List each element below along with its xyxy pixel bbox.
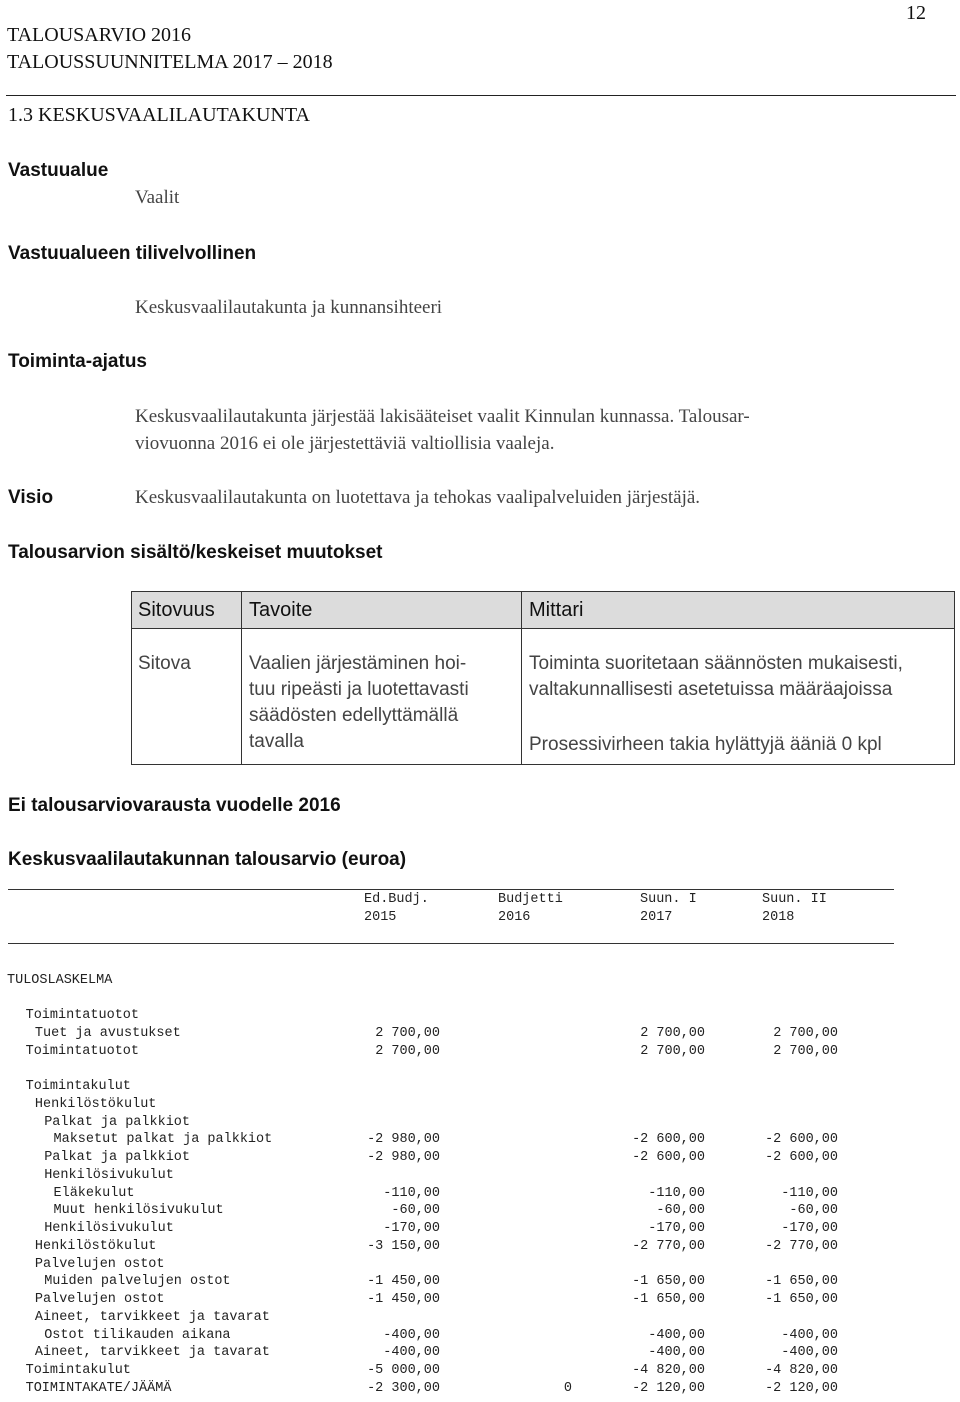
visio-label: Visio	[8, 487, 54, 508]
row-label: TOIMINTAKATE/JÄÄMÄ	[25, 1380, 172, 1396]
row-value: 2 700,00	[375, 1043, 440, 1059]
header-title: TALOUSARVIO 2016	[7, 24, 192, 46]
row-label: Palkat ja palkkiot	[44, 1150, 191, 1165]
table-row	[0, 1168, 960, 1186]
toiminta-ajatus-line-1: Keskusvaalilautakunta järjestää lakisääteiset vaalit Kinnulan kunnassa. Talousar-	[135, 406, 750, 427]
goals-tavoite-line-4: tavalla	[249, 731, 304, 752]
row-value: 0	[563, 1380, 572, 1396]
goals-header-tavoite: Tavoite	[249, 599, 313, 621]
row-value: -60,00	[656, 1203, 705, 1219]
row-value: -170,00	[383, 1221, 440, 1236]
row-value: -2 600,00	[765, 1150, 838, 1165]
row-label: Maksetut palkat ja palkkiot	[53, 1132, 273, 1148]
goals-sitovuus-value: Sitova	[138, 653, 191, 674]
table-row	[0, 1097, 960, 1115]
budget-rule-top	[8, 889, 894, 890]
column-header-year: 2016	[498, 910, 531, 925]
row-label: Toimintatuotot	[25, 1043, 140, 1059]
row-value: -2 600,00	[765, 1132, 838, 1148]
vastuualue-label: Vastuualue	[8, 160, 109, 181]
table-row	[0, 1115, 960, 1133]
table-row	[0, 1221, 960, 1239]
row-value: -2 120,00	[632, 1380, 705, 1396]
row-value: -60,00	[391, 1203, 440, 1219]
toiminta-ajatus-line-2: viovuonna 2016 ei ole järjestettäviä valtiollisia vaaleja.	[135, 433, 555, 454]
column-header-year: 2017	[640, 910, 673, 925]
table-row	[0, 1132, 960, 1150]
row-value: -1 450,00	[367, 1274, 440, 1290]
header-rule	[6, 95, 956, 96]
goals-mittari-extra: Prosessivirheen takia hylättyjä ääniä 0 kpl	[529, 734, 882, 755]
row-value: -400,00	[648, 1327, 705, 1343]
table-row	[0, 1292, 960, 1310]
row-value: -110,00	[781, 1185, 838, 1201]
row-value: -1 650,00	[765, 1292, 838, 1307]
row-value: -5 000,00	[367, 1363, 440, 1378]
row-value: -170,00	[648, 1221, 705, 1236]
row-value: -2 600,00	[632, 1132, 705, 1148]
no-reservation-heading: Ei talousarviovarausta vuodelle 2016	[8, 795, 341, 816]
row-label: Palvelujen ostot	[34, 1256, 165, 1272]
row-value: -3 150,00	[367, 1238, 440, 1254]
row-label: Toimintakulut	[25, 1363, 131, 1378]
header-subtitle: TALOUSSUUNNITELMA 2017 – 2018	[7, 51, 333, 73]
row-value: -2 980,00	[367, 1150, 440, 1165]
table-row	[0, 1026, 960, 1044]
table-row	[0, 1239, 960, 1257]
row-label: Henkilösivukulut	[44, 1167, 174, 1183]
goals-table	[131, 591, 955, 765]
goals-header-sitovuus: Sitovuus	[138, 599, 215, 621]
column-header-top: Budjetti	[498, 892, 563, 907]
row-label: Aineet, tarvikkeet ja tavarat	[34, 1309, 270, 1325]
row-label: Aineet, tarvikkeet ja tavarat	[34, 1345, 270, 1361]
goals-header-mittari: Mittari	[529, 599, 584, 621]
table-row	[0, 1150, 960, 1168]
budget-heading: Keskusvaalilautakunnan talousarvio (euroa)	[8, 849, 407, 870]
goals-mittari-line-2: valtakunnallisesti asetetuissa määräajoissa	[529, 679, 893, 700]
row-value: -170,00	[781, 1221, 838, 1236]
row-label: Toimintatuotot	[25, 1008, 140, 1023]
section-label: TULOSLASKELMA	[7, 973, 113, 988]
row-value: -400,00	[383, 1345, 440, 1361]
row-value: -1 650,00	[632, 1274, 705, 1290]
row-value: -2 980,00	[367, 1132, 440, 1148]
row-value: -400,00	[383, 1327, 440, 1343]
table-row	[0, 1203, 960, 1221]
row-value: -4 820,00	[632, 1363, 705, 1378]
table-row	[0, 1061, 960, 1079]
row-value: -400,00	[648, 1345, 705, 1361]
table-row	[0, 1381, 960, 1399]
section-title: 1.3 KESKUSVAALILAUTAKUNTA	[8, 104, 310, 126]
table-row	[0, 1363, 960, 1381]
row-value: -1 650,00	[632, 1292, 705, 1307]
row-value: -2 770,00	[765, 1238, 838, 1254]
row-value: -110,00	[383, 1185, 440, 1201]
row-label: Palvelujen ostot	[34, 1292, 165, 1307]
tilivelvollinen-label: Vastuualueen tilivelvollinen	[8, 243, 257, 264]
visio-value: Keskusvaalilautakunta on luotettava ja tehokas vaalipalveluiden järjestäjä.	[135, 487, 701, 508]
row-label: Ostot tilikauden aikana	[44, 1327, 231, 1343]
row-label: Tuet ja avustukset	[34, 1025, 181, 1041]
row-value: -2 770,00	[632, 1238, 705, 1254]
table-row	[0, 1079, 960, 1097]
vastuualue-value: Vaalit	[135, 187, 180, 208]
goals-tavoite-line-1: Vaalien järjestäminen hoi-	[249, 653, 467, 674]
table-row	[0, 1257, 960, 1275]
column-header-top: Ed.Budj.	[364, 892, 429, 907]
row-label: Palkat ja palkkiot	[44, 1114, 191, 1130]
row-value: -2 300,00	[367, 1380, 440, 1396]
table-row	[0, 1345, 960, 1363]
column-header-year: 2018	[762, 910, 795, 925]
row-value: -4 820,00	[765, 1363, 838, 1378]
row-label: Toimintakulut	[25, 1079, 131, 1094]
row-value: 2 700,00	[375, 1025, 440, 1041]
row-label: Eläkekulut	[53, 1185, 135, 1201]
toiminta-ajatus-label: Toiminta-ajatus	[8, 351, 147, 372]
budget-rule-bottom	[8, 943, 894, 944]
goals-tavoite-line-2: tuu ripeästi ja luotettavasti	[249, 679, 469, 700]
row-value: -2 120,00	[765, 1380, 838, 1396]
table-row	[0, 1310, 960, 1328]
row-label: Henkilöstökulut	[34, 1238, 157, 1254]
goals-mittari-line-1: Toiminta suoritetaan säännösten mukaisesti,	[529, 653, 903, 674]
table-row	[0, 1044, 960, 1062]
row-value: -400,00	[781, 1345, 838, 1361]
table-row	[0, 1274, 960, 1292]
row-value: 2 700,00	[773, 1043, 838, 1059]
row-value: 2 700,00	[773, 1025, 838, 1041]
row-value: -60,00	[789, 1203, 838, 1219]
sisalto-heading: Talousarvion sisältö/keskeiset muutokset	[8, 542, 383, 563]
row-label: Muut henkilösivukulut	[53, 1203, 224, 1219]
row-value: -1 450,00	[367, 1292, 440, 1307]
column-header-year: 2015	[364, 910, 397, 925]
row-label: Henkilösivukulut	[44, 1221, 174, 1236]
table-row	[0, 1328, 960, 1346]
row-value: -2 600,00	[632, 1150, 705, 1165]
goals-divider-2	[521, 592, 522, 764]
tilivelvollinen-value: Keskusvaalilautakunta ja kunnansihteeri	[135, 297, 443, 318]
row-value: 2 700,00	[640, 1043, 705, 1059]
goals-divider-1	[241, 592, 242, 764]
column-header-top: Suun. II	[762, 892, 827, 907]
row-value: -110,00	[648, 1185, 705, 1201]
row-label: Henkilöstökulut	[34, 1096, 157, 1112]
column-header-top: Suun. I	[640, 892, 697, 907]
goals-tavoite-line-3: säädösten edellyttämällä	[249, 705, 459, 726]
table-row	[0, 1186, 960, 1204]
row-value: 2 700,00	[640, 1025, 705, 1041]
page-number: 12	[906, 2, 926, 24]
row-label: Muiden palvelujen ostot	[44, 1274, 231, 1290]
row-value: -1 650,00	[765, 1274, 838, 1290]
table-row	[0, 1008, 960, 1026]
row-value: -400,00	[781, 1327, 838, 1343]
